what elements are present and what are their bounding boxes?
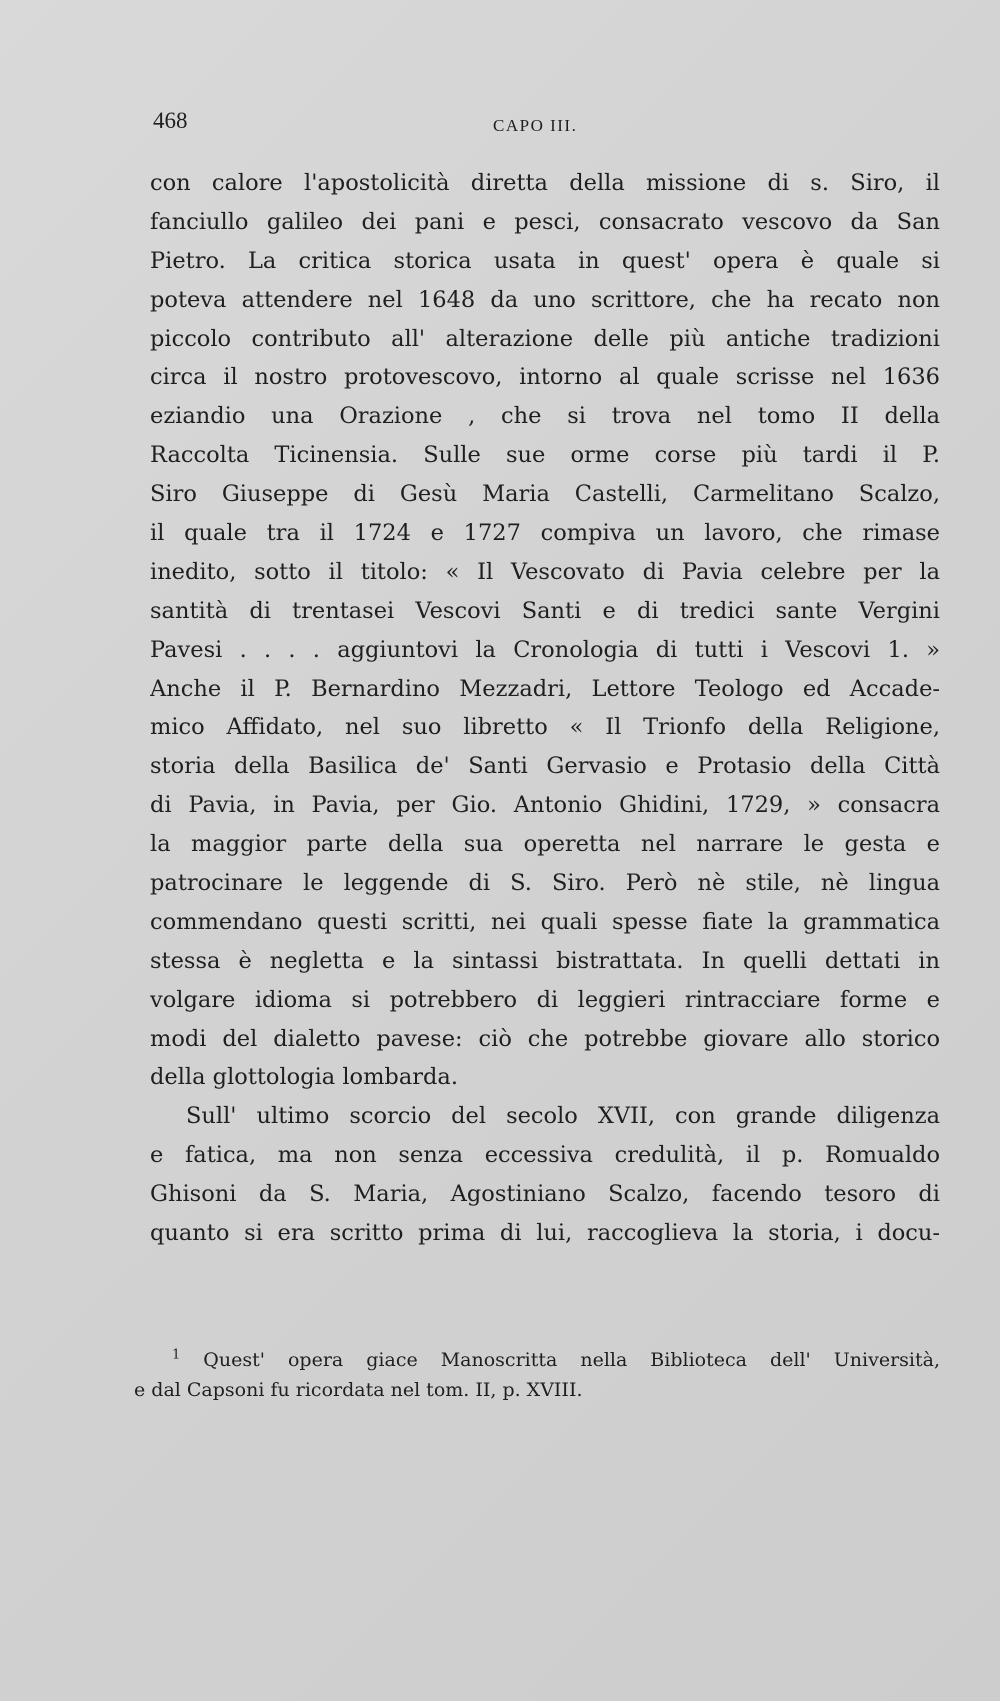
text-line: Raccolta Ticinensia. Sulle sue orme corse più tardi il P. (150, 442, 940, 469)
text-line: la maggior parte della sua operetta nel narrare le gesta e (150, 831, 940, 858)
page-number: 468 (153, 108, 188, 133)
text-line: Siro Giuseppe di Gesù Maria Castelli, Carmelitano Scalzo, (150, 481, 940, 508)
running-head: CAPO III. (493, 116, 578, 135)
footnote (134, 1345, 940, 1405)
text-line: poteva attendere nel 1648 da uno scrittore, che ha recato non (150, 286, 940, 313)
footnote-line (134, 1345, 940, 1375)
text-line: piccolo contributo all' alterazione delle più antiche tradizioni (150, 325, 940, 352)
text-line: santità di trentasei Vescovi Santi e di tredici sante Vergini (150, 597, 940, 624)
text-line: Pavesi . . . . aggiuntovi la Cronologia di tutti i Vescovi 1. » (150, 636, 940, 663)
text-line: Sull' ultimo scorcio del secolo XVII, con grande diligenza (186, 1103, 940, 1130)
text-line: con calore l'apostolicità diretta della missione di s. Siro, il (150, 170, 940, 196)
text-line: commendano questi scritti, nei quali spesse fiate la grammatica (150, 908, 940, 935)
text-line: fanciullo galileo dei pani e pesci, consacrato vescovo da San (150, 208, 940, 235)
text-line: patrocinare le leggende di S. Siro. Però nè stile, nè lingua (150, 870, 940, 897)
text-line: di Pavia, in Pavia, per Gio. Antonio Ghidini, 1729, » consacra (150, 792, 940, 819)
text-line: e fatica, ma non senza eccessiva credulità, il p. Romualdo (150, 1142, 940, 1169)
text-line: stessa è negletta e la sintassi bistrattata. In quelli dettati in (150, 947, 940, 974)
text-line: Anche il P. Bernardino Mezzadri, Lettore Teologo ed Accade- (150, 675, 940, 702)
body-text (150, 164, 940, 1253)
text-line: circa il nostro protovescovo, intorno al quale scrisse nel 1636 (150, 364, 940, 391)
text-line: quanto si era scritto prima di lui, raccoglieva la storia, i docu- (150, 1220, 940, 1247)
text-line: della glottologia lombarda. (150, 1064, 458, 1091)
footnote-line: e dal Capsoni fu ricordata nel tom. II, p. XVIII. (134, 1379, 583, 1401)
text-line: modi del dialetto pavese: ciò che potrebbe giovare allo storico (150, 1025, 940, 1052)
footnote-text: Quest' opera giace Manoscritta nella Biblioteca dell' Università, (203, 1349, 940, 1371)
page-header (150, 108, 940, 148)
text-line: mico Affidato, nel suo libretto « Il Trionfo della Religione, (150, 714, 940, 741)
text-line: storia della Basilica de' Santi Gervasio e Protasio della Città (150, 753, 940, 780)
text-line: Pietro. La critica storica usata in quest' opera è quale si (150, 247, 940, 274)
text-line: inedito, sotto il titolo: « Il Vescovato di Pavia celebre per la (150, 558, 940, 585)
text-line: il quale tra il 1724 e 1727 compiva un lavoro, che rimase (150, 520, 940, 547)
text-line: volgare idioma si potrebbero di leggieri rintracciare forme e (150, 986, 940, 1013)
text-line: Ghisoni da S. Maria, Agostiniano Scalzo, facendo tesoro di (150, 1181, 940, 1208)
text-line: eziandio una Orazione , che si trova nel tomo II della (150, 403, 940, 430)
footnote-marker: 1 (172, 1347, 181, 1363)
